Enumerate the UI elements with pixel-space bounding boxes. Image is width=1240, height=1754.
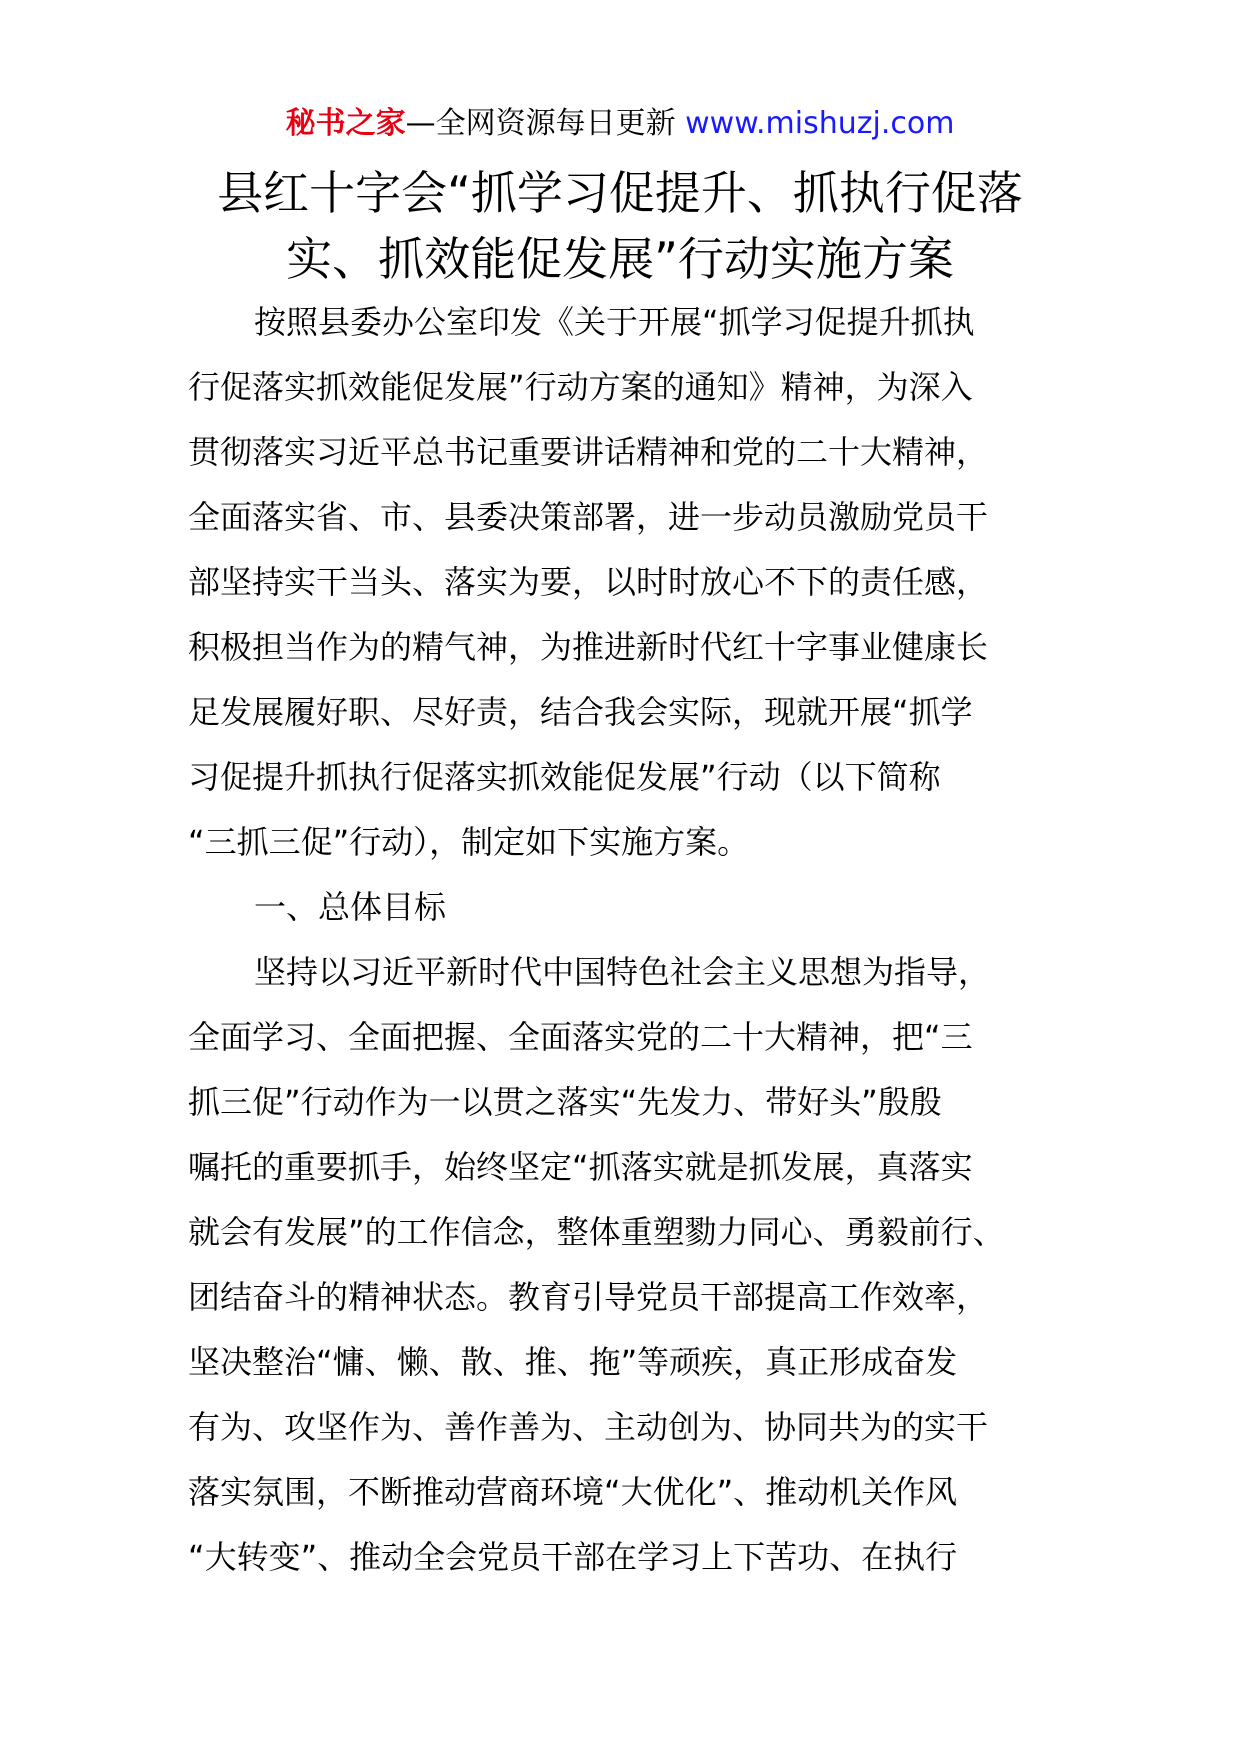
paragraph-line: 嘱托的重要抓手，始终坚定“抓落实就是抓发展，真落实 <box>188 1148 973 1186</box>
paragraph-line: 按照县委办公室印发《关于开展“抓学习促提升抓执 <box>254 303 975 341</box>
document-title <box>170 160 1070 292</box>
paragraph-line: 坚决整治“慵、懒、散、推、拖”等顽疾，真正形成奋发 <box>188 1343 958 1381</box>
title-line-2: 实、抓效能促发展”行动实施方案 <box>286 232 954 286</box>
paragraph-line: 就会有发展”的工作信念，整体重塑勠力同心、勇毅前行、 <box>188 1213 1005 1251</box>
paragraph-line: 坚持以习近平新时代中国特色社会主义思想为指导， <box>254 953 991 991</box>
site-header <box>0 100 1240 148</box>
paragraph-line: 全面学习、全面把握、全面落实党的二十大精神，把“三 <box>188 1018 973 1056</box>
section-heading: 一、总体目标 <box>254 888 447 926</box>
paragraph-line: 落实氛围，不断推动营商环境“大优化”、推动机关作风 <box>188 1473 958 1511</box>
paragraph-line: 贯彻落实习近平总书记重要讲话精神和党的二十大精神， <box>188 433 989 471</box>
paragraph-line: 积极担当作为的精气神，为推进新时代红十字事业健康长 <box>188 628 989 666</box>
paragraph-line: 抓三促”行动作为一以贯之落实“先发力、带好头”殷殷 <box>188 1083 942 1121</box>
paragraph-line: 行促落实抓效能促发展”行动方案的通知》精神，为深入 <box>188 368 973 406</box>
paragraph-line: 习促提升抓执行促落实抓效能促发展”行动（以下简称 <box>188 758 941 796</box>
paragraph-line: “三抓三促”行动），制定如下实施方案。 <box>188 823 750 861</box>
header-tagline: —全网资源每日更新 <box>405 106 686 141</box>
document-body <box>188 290 1048 1590</box>
paragraph-line: 足发展履好职、尽好责，结合我会实际，现就开展“抓学 <box>188 693 973 731</box>
paragraph-line: 全面落实省、市、县委决策部署，进一步动员激励党员干 <box>188 498 989 536</box>
paragraph-line: 有为、攻坚作为、善作善为、主动创为、协同共为的实干 <box>188 1408 989 1446</box>
site-url[interactable]: www.mishuzj.com <box>685 106 955 141</box>
paragraph-line: 团结奋斗的精神状态。教育引导党员干部提高工作效率， <box>188 1278 989 1316</box>
paragraph-line: 部坚持实干当头、落实为要，以时时放心不下的责任感， <box>188 563 989 601</box>
paragraph-line: “大转变”、推动全会党员干部在学习上下苦功、在执行 <box>188 1538 958 1576</box>
title-line-1: 县红十字会“抓学习促提升、抓执行促落 <box>217 166 1023 220</box>
brand-name: 秘书之家 <box>285 106 406 141</box>
